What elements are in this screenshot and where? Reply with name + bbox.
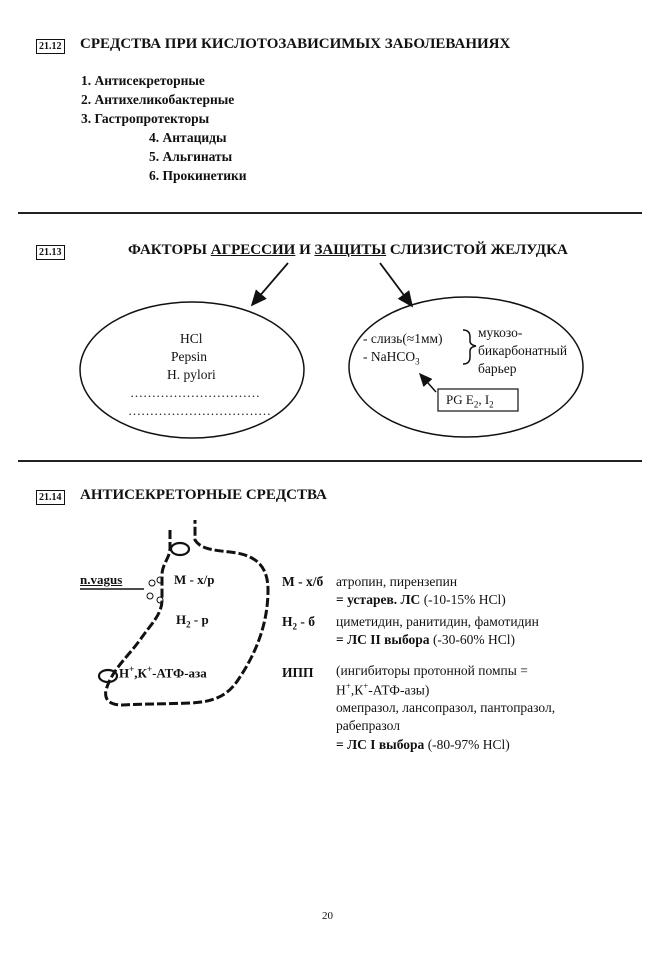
barrier-label: бикарбонатный [478, 343, 568, 358]
verdict-text: ЛС II выбора [347, 632, 430, 647]
group-label-h2 [282, 614, 315, 632]
atpase-superscript: + [129, 664, 135, 674]
aggression-placeholder: ………………………… [130, 385, 260, 400]
pg-text: , I [478, 392, 490, 407]
list-item: 4. Антациды [149, 130, 227, 145]
verdict-text: ЛС I выбора [347, 737, 425, 752]
receptor-circle [149, 580, 155, 586]
ipp-desc-text: ,К [350, 682, 364, 698]
h2-text: - р [190, 612, 209, 627]
ipp-desc-superscript: + [345, 681, 351, 691]
title-text: ФАКТОРЫ [128, 242, 211, 258]
aggression-factor: Pepsin [171, 349, 208, 364]
verdict-text: устарев. ЛС [347, 592, 421, 607]
ipp-description [336, 681, 429, 699]
verdict-h2 [336, 632, 515, 648]
group-label-m: М - х/б [282, 574, 324, 589]
section-number-badge: 21.13 [36, 245, 65, 260]
mucus-item: - слизь(≈1мм) [363, 331, 443, 346]
vagus-label: n.vagus [80, 572, 123, 587]
drugs-ipp: рабепразол [336, 718, 400, 733]
verdict-effect: (-80-97% HCl) [424, 737, 510, 752]
cardia-oval [171, 543, 189, 555]
bicarbonate-text: - NaHCO [363, 349, 416, 364]
list-item: 3. Гастропротекторы [81, 111, 210, 126]
bicarbonate-subscript: 3 [415, 356, 420, 367]
pylorus-oval [99, 670, 117, 682]
pg-text: PG E [446, 392, 474, 407]
list-item: 1. Антисекреторные [81, 73, 205, 88]
title-text: СЛИЗИСТОЙ ЖЕЛУДКА [386, 242, 568, 258]
aggression-word: АГРЕССИИ [210, 242, 296, 258]
h2-label-text: - б [297, 614, 316, 629]
pg-subscript: 2 [489, 399, 494, 410]
h2-receptor-label [176, 612, 209, 630]
page-number: 20 [322, 910, 333, 922]
aggression-factor: H. pylori [167, 367, 216, 382]
aggression-placeholder: …………………………… [128, 403, 271, 418]
drugs-h2: циметидин, ранитидин, фамотидин [336, 614, 539, 629]
list-item: 2. Антихеликобактерные [81, 92, 235, 107]
verdict-eq: = [336, 632, 348, 647]
ipp-desc-text: -АТФ-азы) [368, 682, 430, 698]
pg-subscript: 2 [473, 399, 479, 410]
barrier-label: барьер [478, 361, 517, 376]
barrier-label: мукозо- [478, 325, 523, 340]
section-number-badge: 21.12 [36, 39, 65, 54]
list-item: 6. Прокинетики [149, 168, 247, 183]
verdict-effect: (-10-15% HCl) [420, 592, 506, 607]
verdict-effect: (-30-60% HCl) [429, 632, 516, 647]
verdict-eq: = [336, 737, 348, 752]
atpase-label [119, 664, 207, 681]
title-text: И [295, 242, 315, 258]
receptor-circle [147, 593, 153, 599]
section-title: АНТИСЕКРЕТОРНЫЕ СРЕДСТВА [80, 487, 327, 503]
ipp-desc-superscript: + [363, 681, 369, 691]
group-label-ipp: ИПП [282, 665, 314, 680]
protection-word: ЗАЩИТЫ [314, 242, 387, 258]
atpase-text: -АТФ-аза [152, 665, 207, 681]
atpase-text: Н [119, 665, 130, 681]
verdict-eq: = [336, 592, 348, 607]
ipp-desc-text: Н [336, 682, 346, 698]
h2-label-subscript: 2 [292, 621, 298, 632]
verdict-ipp [336, 737, 510, 753]
h2-subscript: 2 [186, 619, 191, 630]
drugs-m: атропин, пирензепин [336, 574, 458, 589]
m-receptor-label: М - х/р [174, 572, 215, 587]
list-item: 5. Альгинаты [149, 149, 233, 164]
atpase-superscript: + [146, 664, 153, 674]
h2-text: Н [176, 612, 187, 627]
h2-label-text: Н [282, 614, 293, 629]
atpase-text: ,К [134, 665, 147, 681]
receptor-circle [157, 597, 163, 603]
section-number-badge: 21.14 [36, 490, 65, 505]
drugs-ipp: омепразол, лансопразол, пантопразол, [336, 700, 556, 715]
ipp-description: (ингибиторы протонной помпы = [336, 663, 528, 678]
section-title: СРЕДСТВА ПРИ КИСЛОТОЗАВИСИМЫХ ЗАБОЛЕВАНИЯХ [80, 36, 511, 52]
aggression-factor: HCl [180, 331, 203, 346]
verdict-m [336, 592, 506, 608]
